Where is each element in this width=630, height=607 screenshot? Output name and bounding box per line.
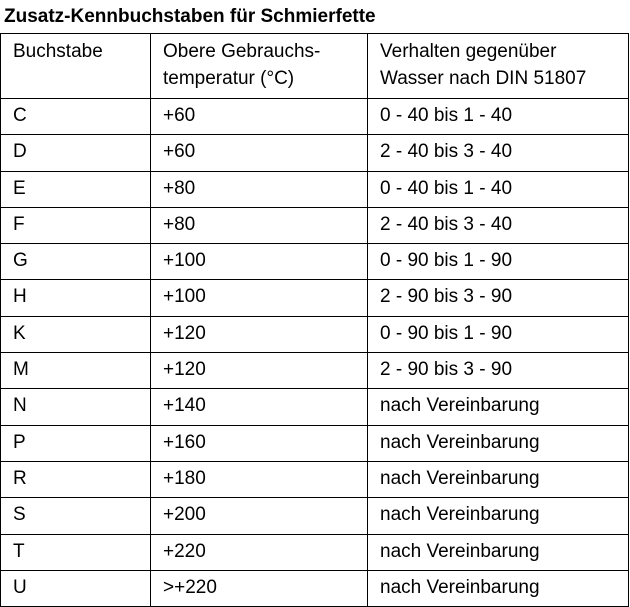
cell-water-behavior: 0 - 90 bis 1 - 90 (368, 244, 629, 280)
cell-letter: P (1, 425, 151, 461)
cell-water-behavior: nach Vereinbarung (368, 425, 629, 461)
header-water-line-2: Wasser nach DIN 51807 (380, 68, 587, 89)
cell-temperature: >+220 (151, 570, 368, 606)
header-temperature (151, 34, 368, 99)
table-row (1, 534, 629, 570)
header-water-line-1: Verhalten gegenüber (380, 41, 557, 62)
cell-water-behavior: nach Vereinbarung (368, 534, 629, 570)
table-row (1, 389, 629, 425)
cell-water-behavior: nach Vereinbarung (368, 498, 629, 534)
cell-water-behavior: nach Vereinbarung (368, 461, 629, 497)
cell-water-behavior: 2 - 40 bis 3 - 40 (368, 135, 629, 171)
cell-letter: D (1, 135, 151, 171)
cell-letter: T (1, 534, 151, 570)
cell-temperature: +100 (151, 244, 368, 280)
cell-water-behavior: 0 - 90 bis 1 - 90 (368, 316, 629, 352)
cell-temperature: +120 (151, 316, 368, 352)
header-water-behavior (368, 34, 629, 99)
table-row (1, 353, 629, 389)
table-header-row (1, 34, 629, 99)
grease-letters-table (0, 33, 629, 607)
cell-letter: K (1, 316, 151, 352)
table-row (1, 280, 629, 316)
cell-letter: R (1, 461, 151, 497)
cell-water-behavior: nach Vereinbarung (368, 570, 629, 606)
cell-temperature: +100 (151, 280, 368, 316)
cell-water-behavior: nach Vereinbarung (368, 389, 629, 425)
table-row (1, 207, 629, 243)
cell-temperature: +220 (151, 534, 368, 570)
table-row (1, 425, 629, 461)
header-letter (1, 34, 151, 99)
table-row (1, 244, 629, 280)
cell-letter: N (1, 389, 151, 425)
cell-letter: H (1, 280, 151, 316)
header-letter-line-1: Buchstabe (13, 41, 103, 62)
cell-temperature: +160 (151, 425, 368, 461)
cell-temperature: +60 (151, 99, 368, 135)
cell-letter: E (1, 171, 151, 207)
table-row (1, 498, 629, 534)
cell-letter: G (1, 244, 151, 280)
table-row (1, 171, 629, 207)
page-title: Zusatz-Kennbuchstaben für Schmierfette (4, 6, 376, 27)
cell-letter: C (1, 99, 151, 135)
table-row (1, 570, 629, 606)
cell-letter: U (1, 570, 151, 606)
table-row (1, 461, 629, 497)
cell-water-behavior: 0 - 40 bis 1 - 40 (368, 99, 629, 135)
cell-letter: M (1, 353, 151, 389)
table-row (1, 316, 629, 352)
header-temperature-line-1: Obere Gebrauchs- (163, 41, 321, 62)
cell-temperature: +200 (151, 498, 368, 534)
cell-temperature: +140 (151, 389, 368, 425)
cell-temperature: +60 (151, 135, 368, 171)
table-row (1, 99, 629, 135)
cell-water-behavior: 2 - 40 bis 3 - 40 (368, 207, 629, 243)
cell-letter: F (1, 207, 151, 243)
cell-water-behavior: 2 - 90 bis 3 - 90 (368, 280, 629, 316)
header-temperature-line-2: temperatur (°C) (163, 68, 295, 89)
cell-temperature: +80 (151, 207, 368, 243)
cell-temperature: +120 (151, 353, 368, 389)
cell-temperature: +180 (151, 461, 368, 497)
table-row (1, 135, 629, 171)
cell-water-behavior: 0 - 40 bis 1 - 40 (368, 171, 629, 207)
cell-temperature: +80 (151, 171, 368, 207)
cell-letter: S (1, 498, 151, 534)
cell-water-behavior: 2 - 90 bis 3 - 90 (368, 353, 629, 389)
